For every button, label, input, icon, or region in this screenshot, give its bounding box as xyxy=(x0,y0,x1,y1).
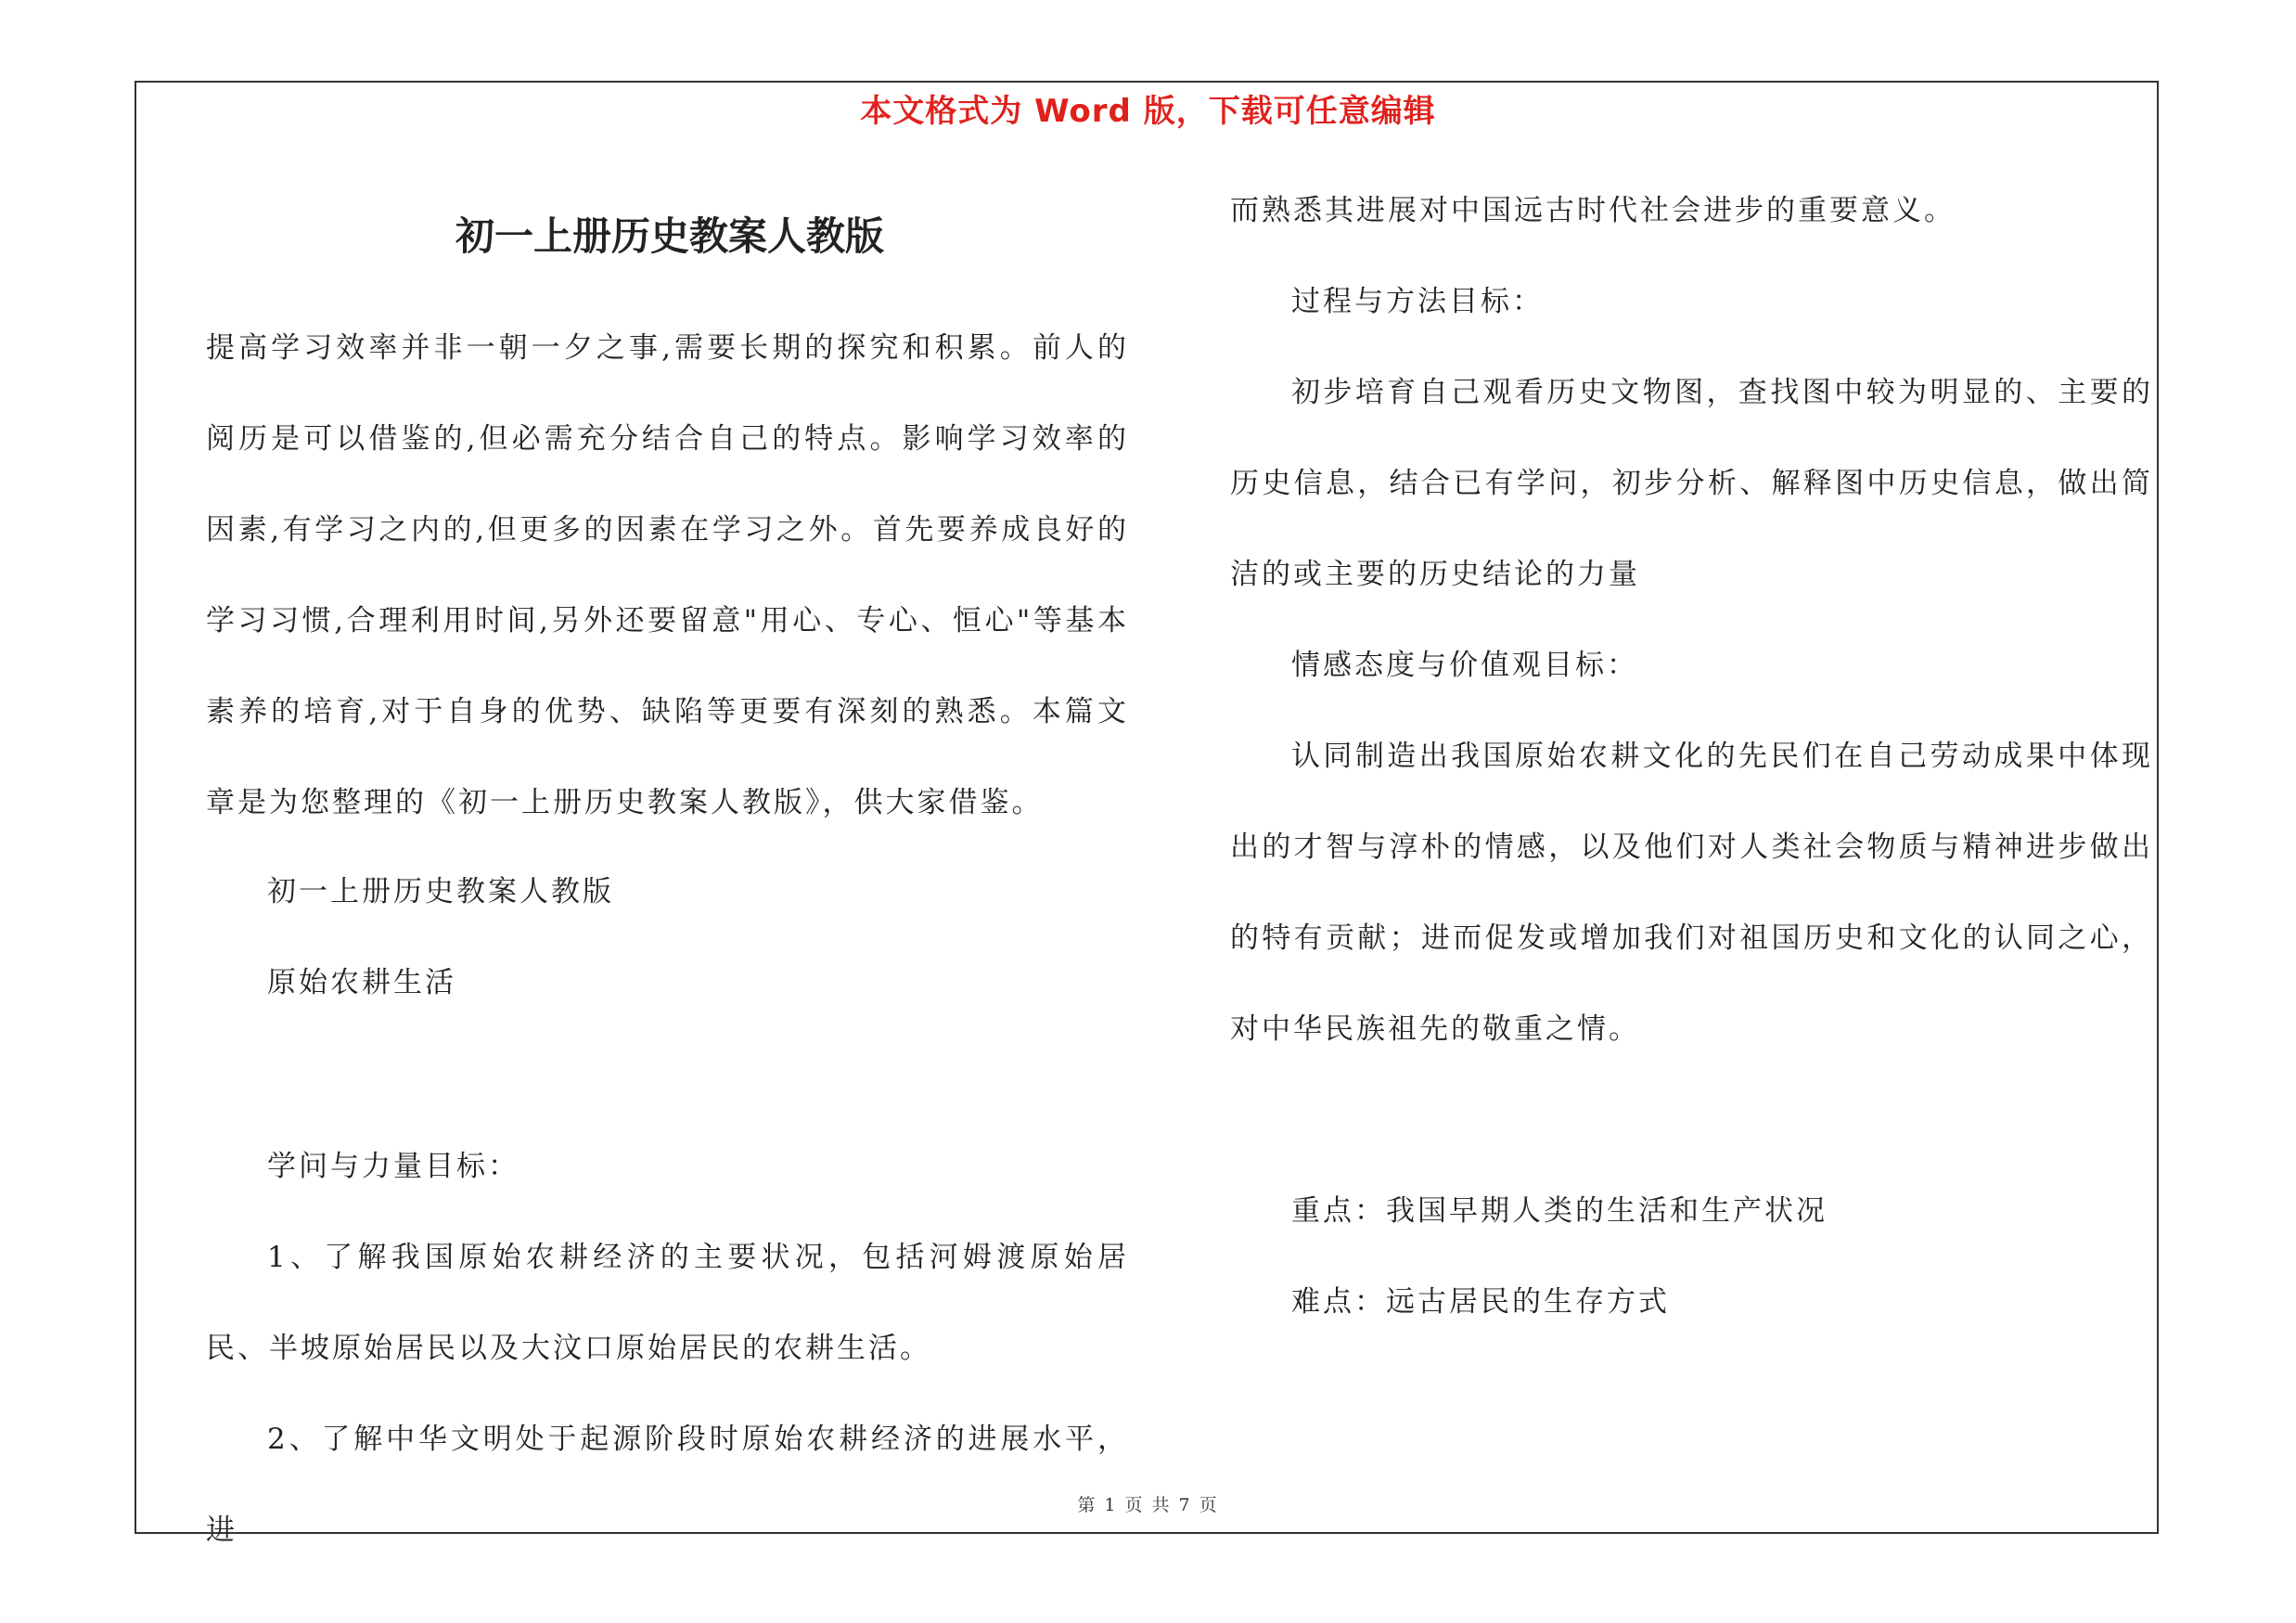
key-point-paragraph: 重点：我国早期人类的生活和生产状况 xyxy=(1291,1194,1828,1228)
goal-item-2: 2、了解中华文明处于起源阶段时原始农耕经济的进展水平，进 xyxy=(206,1423,1129,1547)
continuation-paragraph: 而熟悉其进展对中国远古时代社会进步的重要意义。 xyxy=(1230,194,1956,227)
attitude-goal-paragraph: 认同制造出我国原始农耕文化的先民们在自己劳动成果中体现出的才智与淳朴的情感，以及他们对人类社会物质与精神进步做出的特有贡献；进而促发或增加我们对祖国历史和文化的认同之心，对中华民族祖先的敬重之情。 xyxy=(1230,740,2153,1046)
goal-item-1: 1、了解我国原始农耕经济的主要状况，包括河姆渡原始居民、半坡原始居民以及大汶口原始居民的农耕生活。 xyxy=(206,1241,1129,1365)
document-title: 初一上册历史教案人教版 xyxy=(455,213,884,259)
process-goal-paragraph: 初步培育自己观看历史文物图，查找图中较为明显的、主要的历史信息，结合已有学问，初步分析、解释图中历史信息，做出简洁的或主要的历史结论的力量 xyxy=(1230,376,2153,591)
knowledge-goal-heading: 学问与力量目标： xyxy=(267,1150,519,1183)
intro-paragraph: 提高学习效率并非一朝一夕之事,需要长期的探究和积累。前人的阅历是可以借鉴的,但必需充分结合自己的特点。影响学习效率的因素,有学习之内的,但更多的因素在学习之外。首先要养成良好的学习习惯,合理利用时间,另外还要留意"用心、专心、恒心"等基本素养的培育,对于自身的优势、缺陷等更要有深刻的熟悉。本篇文章是为您整理的《初一上册历史教案人教版》，供大家借鉴。 xyxy=(206,331,1129,819)
difficulty-paragraph: 难点：远古居民的生存方式 xyxy=(1291,1285,1670,1319)
process-goal-heading: 过程与方法目标： xyxy=(1291,285,1544,318)
page-number: 第 1 页 共 7 页 xyxy=(1077,1495,1219,1515)
lesson-title-paragraph: 原始农耕生活 xyxy=(267,966,456,999)
format-banner: 本文格式为 Word 版，下载可任意编辑 xyxy=(860,93,1436,130)
attitude-goal-heading: 情感态度与价值观目标： xyxy=(1291,649,1638,682)
subtitle-paragraph: 初一上册历史教案人教版 xyxy=(267,875,614,908)
